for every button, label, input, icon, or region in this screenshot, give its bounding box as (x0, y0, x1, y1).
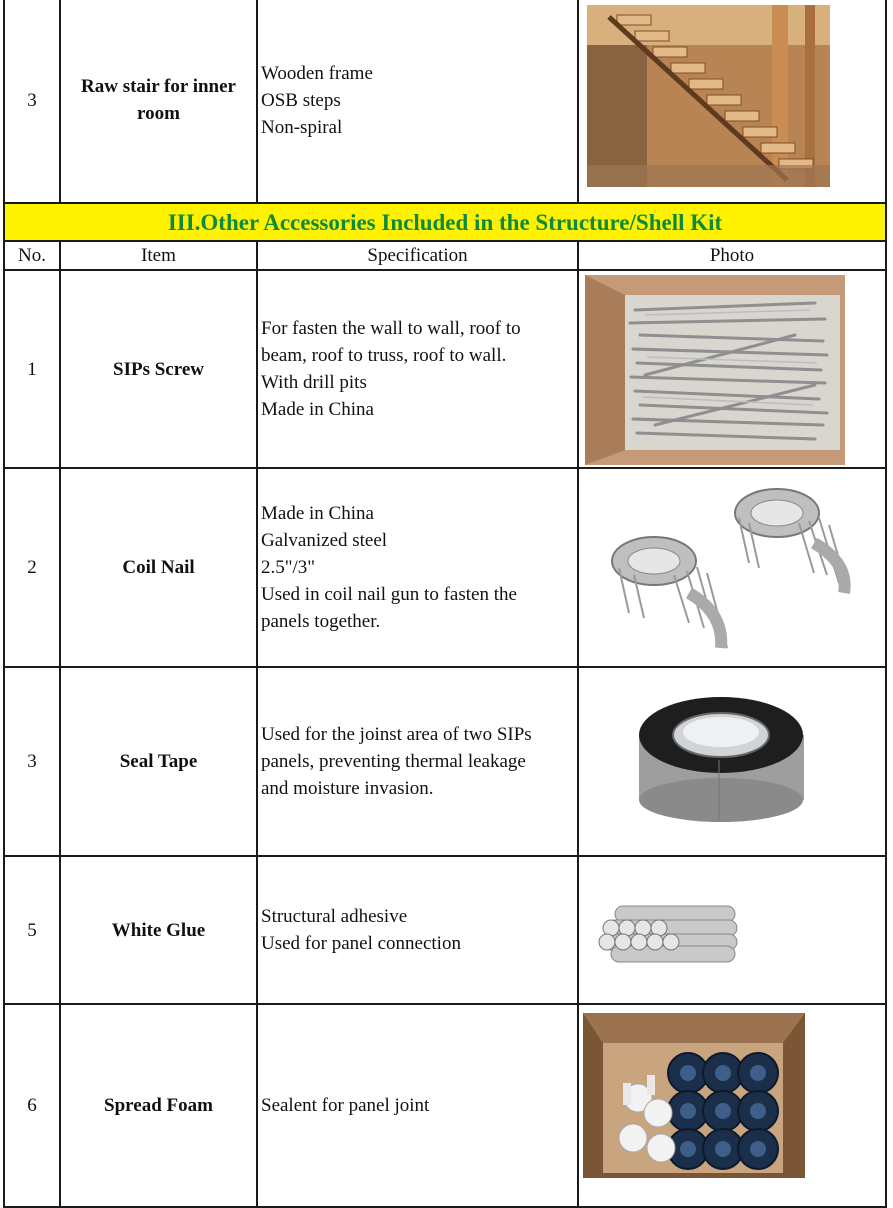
spec-line: Sealent for panel joint (261, 1095, 430, 1116)
photo-cell (578, 667, 886, 856)
spec-line: Wooden frame (261, 62, 373, 84)
row-number: 3 (4, 667, 60, 856)
spec-line: panels, preventing thermal leakage (261, 751, 526, 772)
foam-cans-box-photo (583, 1013, 805, 1178)
photo-cell (578, 856, 886, 1004)
table-row (4, 468, 886, 667)
spec-line: Used in coil nail gun to fasten the (261, 584, 517, 605)
coil-nails-photo (599, 483, 864, 663)
spec-line: Made in China (261, 503, 374, 524)
wooden-stair-photo (587, 5, 830, 187)
screws-box-photo (585, 275, 845, 465)
spec-line: Used for the joinst area of two SIPs (261, 724, 532, 745)
seal-tape-roll-photo (634, 690, 809, 825)
column-header-item: Item (60, 241, 257, 270)
item-name-text: Raw stair for inner room (81, 76, 236, 124)
column-header-spec: Specification (257, 241, 578, 270)
photo-cell (578, 1004, 886, 1207)
row-number: 3 (4, 0, 60, 203)
item-name: Spread Foam (60, 1004, 257, 1207)
spec-line: and moisture invasion. (261, 778, 434, 799)
table-row (4, 856, 886, 1004)
spec-line: OSB steps (261, 89, 341, 111)
row-number: 6 (4, 1004, 60, 1207)
spec-table (3, 0, 887, 1208)
spec-cell (257, 1004, 578, 1207)
row-number: 1 (4, 270, 60, 468)
photo-cell (578, 0, 886, 203)
table-row (4, 270, 886, 468)
item-name: SIPs Screw (60, 270, 257, 468)
spec-line: beam, roof to truss, roof to wall. (261, 345, 507, 366)
column-header-row (4, 241, 886, 270)
spec-line: Used for panel connection (261, 933, 461, 954)
column-header-no: No. (4, 241, 60, 270)
spec-line: Made in China (261, 399, 374, 420)
spec-cell (257, 667, 578, 856)
table-row-stair (4, 0, 886, 203)
item-name (60, 0, 257, 203)
photo-cell (578, 468, 886, 667)
spec-cell (257, 0, 578, 203)
spec-cell (257, 468, 578, 667)
spec-line: Structural adhesive (261, 906, 408, 927)
column-header-photo: Photo (578, 241, 886, 270)
section-title: III.Other Accessories Included in the Structure/Shell Kit (4, 203, 886, 241)
spec-line: Galvanized steel (261, 530, 388, 551)
spec-line: For fasten the wall to wall, roof to (261, 318, 521, 339)
item-name: White Glue (60, 856, 257, 1004)
table-row (4, 1004, 886, 1207)
glue-tubes-photo (597, 902, 752, 967)
spec-cell (257, 270, 578, 468)
row-number: 2 (4, 468, 60, 667)
spec-line: panels together. (261, 611, 381, 632)
row-number: 5 (4, 856, 60, 1004)
spec-line: Non-spiral (261, 116, 343, 138)
item-name: Coil Nail (60, 468, 257, 667)
table-row (4, 667, 886, 856)
spec-line: With drill pits (261, 372, 367, 393)
photo-cell (578, 270, 886, 468)
section-header (4, 203, 886, 241)
spec-cell (257, 856, 578, 1004)
spec-line: 2.5"/3" (261, 557, 316, 578)
item-name: Seal Tape (60, 667, 257, 856)
